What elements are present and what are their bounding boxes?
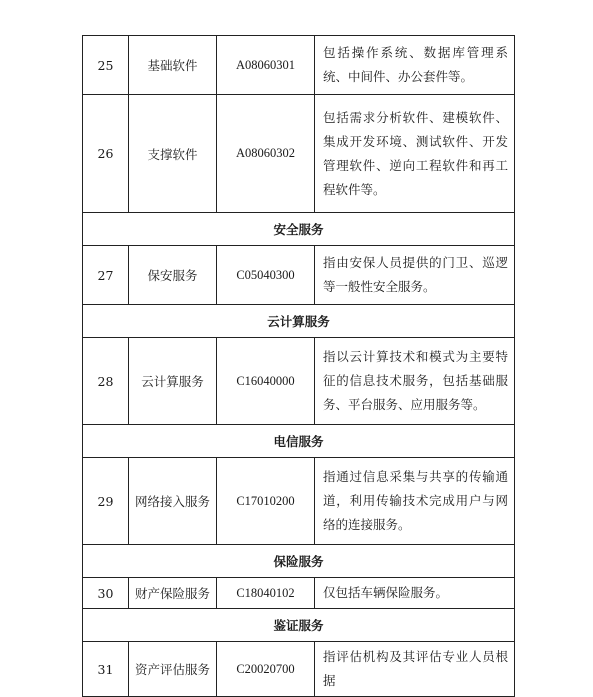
section-row	[83, 213, 515, 246]
item-description: 包括需求分析软件、建模软件、集成开发环境、测试软件、开发管理软件、逆向工程软件和再工程软件等。	[315, 95, 515, 213]
row-number: 29	[83, 458, 129, 545]
item-name: 保安服务	[129, 246, 217, 305]
table-row	[83, 578, 515, 609]
table-row	[83, 95, 515, 213]
section-row	[83, 545, 515, 578]
table-row	[83, 246, 515, 305]
table-row	[83, 458, 515, 545]
row-number: 25	[83, 36, 129, 95]
item-description: 指评估机构及其评估专业人员根据	[315, 642, 515, 697]
item-code: A08060302	[217, 95, 315, 213]
item-description: 指由安保人员提供的门卫、巡逻等一般性安全服务。	[315, 246, 515, 305]
section-title: 保险服务	[83, 545, 515, 578]
section-row	[83, 305, 515, 338]
row-number: 27	[83, 246, 129, 305]
item-description: 指以云计算技术和模式为主要特征的信息技术服务，包括基础服务、平台服务、应用服务等。	[315, 338, 515, 425]
row-number: 26	[83, 95, 129, 213]
section-title: 电信服务	[83, 425, 515, 458]
row-number: 28	[83, 338, 129, 425]
item-description: 仅包括车辆保险服务。	[315, 578, 515, 609]
section-title: 鉴证服务	[83, 609, 515, 642]
item-code: A08060301	[217, 36, 315, 95]
table-row	[83, 36, 515, 95]
section-row	[83, 425, 515, 458]
item-name: 网络接入服务	[129, 458, 217, 545]
row-number: 30	[83, 578, 129, 609]
item-name: 支撑软件	[129, 95, 217, 213]
section-title: 云计算服务	[83, 305, 515, 338]
table-row	[83, 642, 515, 697]
item-name: 财产保险服务	[129, 578, 217, 609]
item-code: C05040300	[217, 246, 315, 305]
item-description: 包括操作系统、数据库管理系统、中间件、办公套件等。	[315, 36, 515, 95]
row-number: 31	[83, 642, 129, 697]
section-title: 安全服务	[83, 213, 515, 246]
catalog-table	[82, 35, 515, 697]
item-code: C17010200	[217, 458, 315, 545]
catalog-table-body	[83, 36, 515, 697]
item-name: 基础软件	[129, 36, 217, 95]
item-code: C16040000	[217, 338, 315, 425]
item-name: 云计算服务	[129, 338, 217, 425]
item-name: 资产评估服务	[129, 642, 217, 697]
section-row	[83, 609, 515, 642]
table-row	[83, 338, 515, 425]
item-code: C20020700	[217, 642, 315, 697]
item-description: 指通过信息采集与共享的传输通道，利用传输技术完成用户与网络的连接服务。	[315, 458, 515, 545]
item-code: C18040102	[217, 578, 315, 609]
